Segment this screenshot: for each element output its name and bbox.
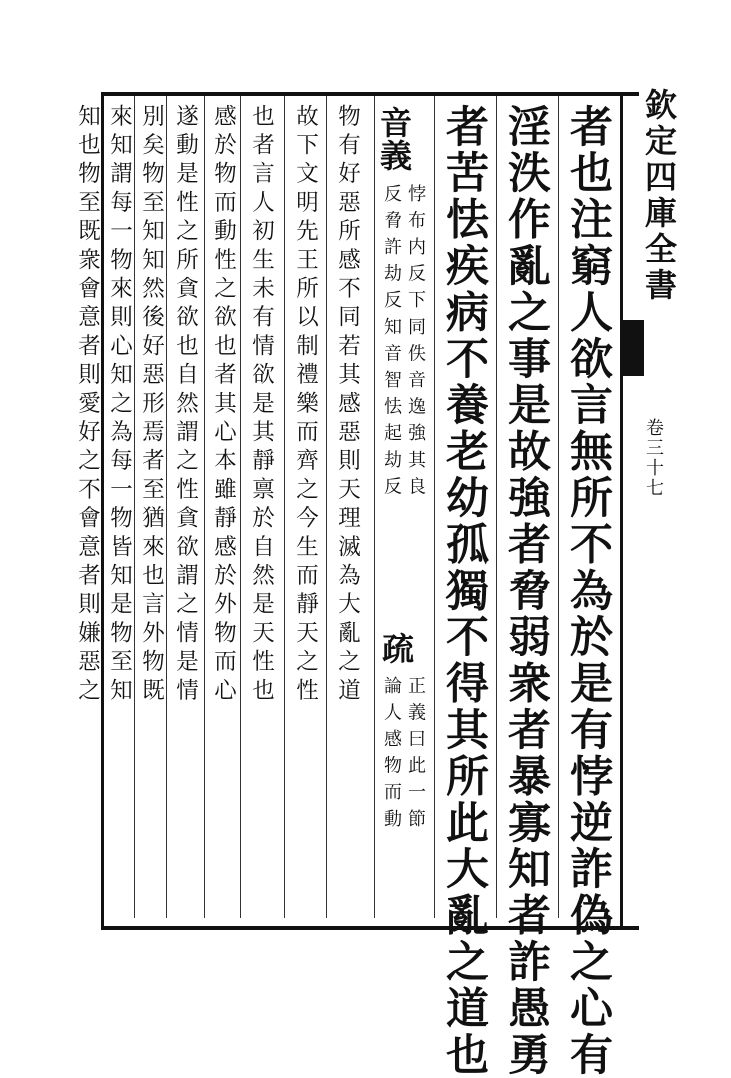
annotation-right-a: 悖布内反下同佚音逸強其良 xyxy=(405,184,426,504)
yinyi-heading: 音義 xyxy=(375,106,413,172)
column-divider xyxy=(204,96,205,918)
text-column-3: 者苦怯疾病不養老幼孤獨不得其所此大亂之道也 xyxy=(439,104,489,1078)
annotation-left-b: 論人感物而動 xyxy=(381,676,402,836)
book-title: 欽定四庫全書 xyxy=(640,88,678,304)
column-divider xyxy=(374,96,375,918)
text-column-11: 來知謂每一物來則心知之為每一物皆知是物至知 xyxy=(106,104,133,707)
annotation-right-b: 正義曰此一節 xyxy=(405,676,426,836)
fishtail-mark xyxy=(622,320,644,376)
text-column-12: 知也物至既衆會意者則愛好之不會意者則嫌惡之 xyxy=(74,104,101,707)
juan-number: 卷三十七 xyxy=(643,418,664,498)
text-column-9: 遂動是性之所貪欲也自然謂之性貪欲謂之情是情 xyxy=(172,104,199,707)
column-divider xyxy=(240,96,241,918)
text-column-1: 者也注窮人欲言無所不為於是有悖逆詐偽之心有 xyxy=(563,104,613,1078)
text-column-10: 別矣物至知知然後好惡形焉者至猶來也言外物既 xyxy=(138,104,165,707)
column-divider xyxy=(284,96,285,918)
column-divider xyxy=(558,96,559,918)
annotation-left-a: 反脅許劫反知音智怯起劫反 xyxy=(381,184,402,504)
column-divider xyxy=(166,96,167,918)
column-divider xyxy=(496,96,497,918)
column-divider xyxy=(326,96,327,918)
text-column-6: 故下文明先王所以制禮樂而齊之今生而靜天之性 xyxy=(292,104,319,707)
text-column-7: 也者言人初生未有情欲是其靜禀於自然是天性也 xyxy=(248,104,275,707)
outer-margin-rule xyxy=(620,92,623,926)
text-column-5: 物有好惡所感不同若其感惡則天理滅為大亂之道 xyxy=(334,104,361,707)
column-divider xyxy=(134,96,135,918)
text-column-8: 感於物而動性之欲也者其心本雖靜感於外物而心 xyxy=(210,104,237,707)
shu-heading: 疏 xyxy=(377,632,415,665)
column-divider xyxy=(434,96,435,918)
text-column-2: 淫泆作亂之事是故強者脅弱衆者暴寡知者詐愚勇 xyxy=(501,104,551,1078)
